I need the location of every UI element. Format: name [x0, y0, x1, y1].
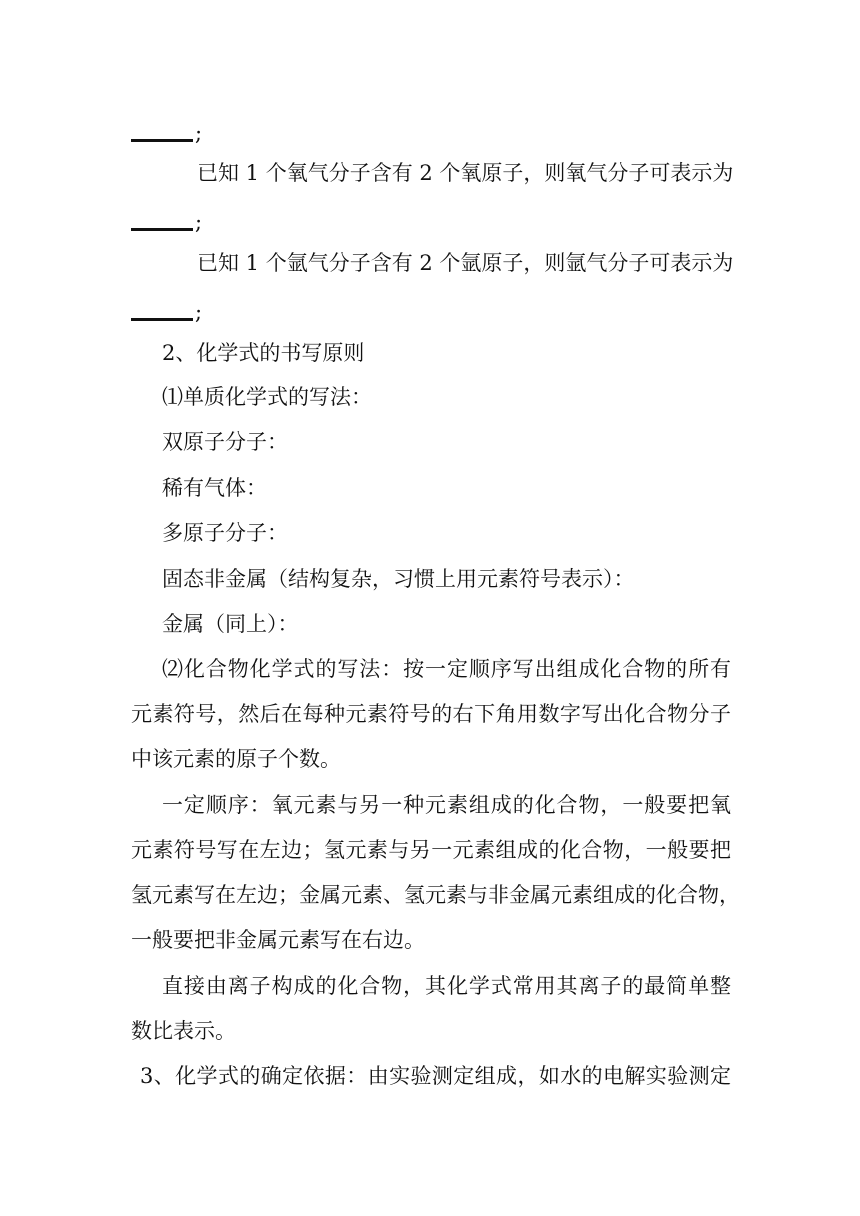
oxygen-molecule-sentence: 已知 1 个氧气分子含有 2 个氧原子，则氧气分子可表示为: [197, 161, 734, 185]
fill-blank-line: [131, 207, 731, 237]
blank-suffix: ;: [195, 300, 203, 324]
order-rule-paragraph: 氢元素写在左边；金属元素、氢元素与非金属元素组成的化合物，: [131, 883, 740, 907]
ionic-compound-paragraph: 数比表示。: [131, 1019, 236, 1043]
order-rule-paragraph: 一般要把非金属元素写在右边。: [131, 928, 425, 952]
compound-formula-paragraph: ⑵化合物化学式的写法：按一定顺序写出组成化合物的所有: [162, 657, 731, 681]
blank-suffix: ;: [195, 210, 203, 234]
polyatomic-molecule-item: 多原子分子：: [162, 521, 288, 545]
argon-molecule-sentence: 已知 1 个氩气分子含有 2 个氩原子，则氩气分子可表示为: [197, 251, 734, 275]
section-heading-3: 3、化学式的确定依据：由实验测定组成，如水的电解实验测定: [140, 1064, 731, 1088]
section-heading-2: 2、化学式的书写原则: [162, 341, 365, 365]
blank-suffix: ;: [195, 121, 203, 145]
metal-item: 金属（同上）：: [162, 612, 299, 636]
compound-formula-paragraph: 中该元素的原子个数。: [131, 747, 341, 771]
subsection-element-formula: ⑴单质化学式的写法：: [162, 385, 372, 409]
order-rule-paragraph: 元素符号写在左边；氢元素与另一元素组成的化合物，一般要把: [131, 838, 731, 862]
compound-formula-paragraph: 元素符号，然后在每种元素符号的右下角用数字写出化合物分子: [131, 702, 731, 726]
fill-blank-line: [131, 118, 731, 148]
solid-nonmetal-item: 固态非金属（结构复杂，习惯上用元素符号表示）：: [162, 567, 635, 591]
fill-blank-line: [131, 297, 731, 327]
noble-gas-item: 稀有气体：: [162, 476, 267, 500]
answer-blank: [131, 139, 193, 142]
answer-blank: [131, 228, 193, 231]
answer-blank: [131, 318, 193, 321]
ionic-compound-paragraph: 直接由离子构成的化合物，其化学式常用其离子的最简单整: [162, 974, 731, 998]
order-rule-paragraph: 一定顺序：氧元素与另一种元素组成的化合物，一般要把氧: [162, 793, 731, 817]
diatomic-molecule-item: 双原子分子：: [162, 430, 288, 454]
